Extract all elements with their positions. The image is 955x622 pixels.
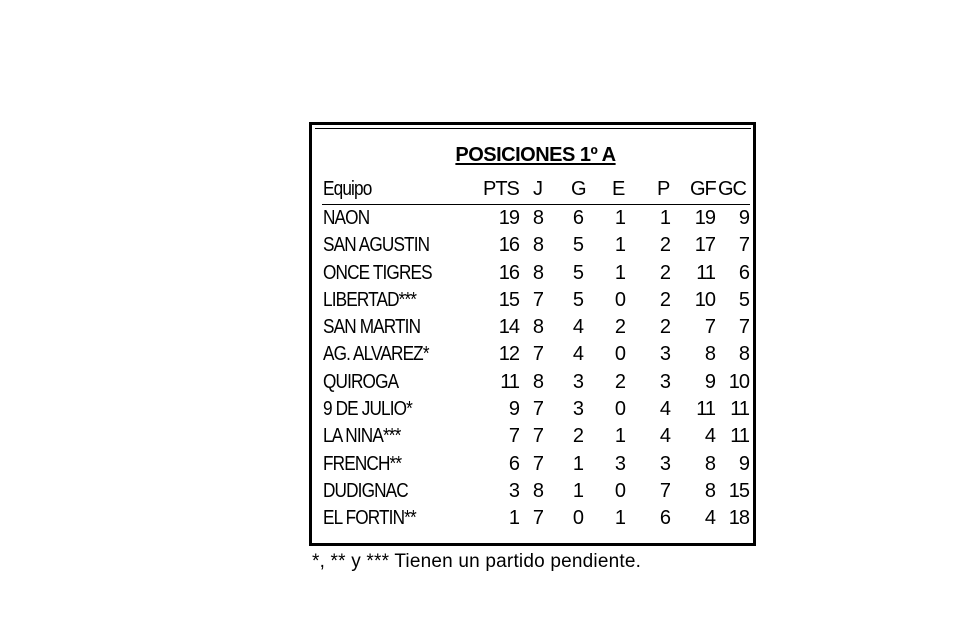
cell-gf: 10 [694,288,715,311]
cell-g: 6 [572,207,583,229]
cell-gc: 9 [738,452,749,475]
cell-e: 2 [614,316,625,339]
cell-team: SAN AGUSTIN [323,234,430,257]
table-header-row [323,175,751,205]
cell-j: 7 [532,507,543,530]
cell-e: 3 [614,452,625,475]
cell-team: AG. ALVAREZ* [323,343,429,366]
cell-g: 0 [572,507,583,530]
table-row [323,396,751,423]
table-row [323,205,751,232]
cell-j: 7 [532,288,543,311]
top-rule-thin [315,128,751,129]
header-e: E [612,178,625,200]
cell-j: 7 [532,343,543,366]
cell-team: DUDIGNAC [323,479,408,502]
cell-team: NAON [323,207,370,229]
cell-e: 1 [614,207,625,229]
header-team: Equipo [323,178,372,200]
table-body [323,205,751,533]
cell-p: 1 [659,207,670,229]
cell-pts: 1 [508,507,519,530]
cell-g: 1 [572,479,583,502]
cell-gc: 11 [730,425,749,448]
cell-g: 1 [572,452,583,475]
cell-e: 1 [614,261,625,284]
standings-table [323,175,751,533]
cell-pts: 19 [498,207,519,229]
cell-gc: 15 [728,479,749,502]
cell-j: 7 [532,425,543,448]
cell-p: 7 [659,479,670,502]
header-gf: GF [690,178,716,200]
cell-g: 2 [572,425,583,448]
cell-pts: 14 [498,316,519,339]
cell-team: FRENCH** [323,452,402,475]
cell-gc: 10 [728,370,749,393]
cell-gf: 8 [704,343,715,366]
cell-j: 8 [532,207,543,229]
header-p: P [657,178,670,200]
cell-g: 3 [572,398,583,421]
cell-gf: 11 [696,261,715,284]
table-row [323,478,751,505]
cell-g: 5 [572,234,583,257]
table-row [323,451,751,478]
cell-team: ONCE TIGRES [323,261,432,284]
cell-pts: 16 [498,234,519,257]
cell-team: 9 DE JULIO* [323,398,412,421]
cell-p: 3 [659,343,670,366]
header-g: G [571,178,586,200]
cell-pts: 11 [500,370,519,393]
cell-pts: 6 [508,452,519,475]
cell-gc: 9 [738,207,749,229]
table-row [323,505,751,532]
cell-gf: 9 [704,370,715,393]
cell-gc: 6 [738,261,749,284]
cell-gf: 17 [694,234,715,257]
cell-e: 1 [614,425,625,448]
cell-gc: 18 [728,507,749,530]
cell-p: 3 [659,452,670,475]
table-title: POSICIONES 1º A [455,144,616,166]
cell-gc: 5 [738,288,749,311]
cell-pts: 15 [498,288,519,311]
table-row [323,314,751,341]
top-rule-thick [309,122,756,125]
header-j: J [533,178,542,200]
cell-g: 3 [572,370,583,393]
header-gc: GC [718,178,746,200]
cell-team: LA NINA*** [323,425,401,448]
cell-team: LIBERTAD*** [323,288,417,311]
cell-pts: 7 [508,425,519,448]
cell-g: 5 [572,288,583,311]
cell-e: 0 [614,479,625,502]
cell-j: 8 [532,370,543,393]
cell-gf: 11 [696,398,715,421]
header-rule [322,204,750,205]
cell-j: 8 [532,234,543,257]
footnote: *, ** y *** Tienen un partido pendiente. [312,551,642,572]
cell-e: 1 [614,234,625,257]
cell-gc: 8 [738,343,749,366]
cell-gc: 7 [738,234,749,257]
cell-e: 0 [614,343,625,366]
cell-pts: 3 [508,479,519,502]
header-pts: PTS [483,178,519,200]
cell-gf: 8 [704,452,715,475]
cell-p: 4 [659,425,670,448]
cell-gc: 7 [738,316,749,339]
cell-team: QUIROGA [323,370,399,393]
cell-pts: 9 [508,398,519,421]
cell-gc: 11 [730,398,749,421]
table-row [323,423,751,450]
cell-p: 6 [659,507,670,530]
cell-gf: 4 [704,507,715,530]
cell-gf: 4 [704,425,715,448]
cell-j: 7 [532,398,543,421]
cell-j: 8 [532,316,543,339]
cell-j: 8 [532,479,543,502]
cell-pts: 12 [498,343,519,366]
cell-e: 1 [614,507,625,530]
cell-gf: 19 [694,207,715,229]
cell-g: 4 [572,343,583,366]
cell-p: 3 [659,370,670,393]
cell-e: 0 [614,288,625,311]
cell-e: 0 [614,398,625,421]
table-row [323,260,751,287]
cell-e: 2 [614,370,625,393]
cell-p: 2 [659,288,670,311]
table-row [323,232,751,259]
cell-pts: 16 [498,261,519,284]
cell-g: 4 [572,316,583,339]
cell-j: 7 [532,452,543,475]
cell-team: EL FORTIN** [323,507,416,530]
cell-p: 2 [659,261,670,284]
table-row [323,341,751,368]
cell-p: 4 [659,398,670,421]
cell-team: SAN MARTIN [323,316,421,339]
cell-p: 2 [659,316,670,339]
cell-gf: 7 [704,316,715,339]
table-row [323,369,751,396]
cell-p: 2 [659,234,670,257]
table-row [323,287,751,314]
cell-j: 8 [532,261,543,284]
cell-g: 5 [572,261,583,284]
cell-gf: 8 [704,479,715,502]
